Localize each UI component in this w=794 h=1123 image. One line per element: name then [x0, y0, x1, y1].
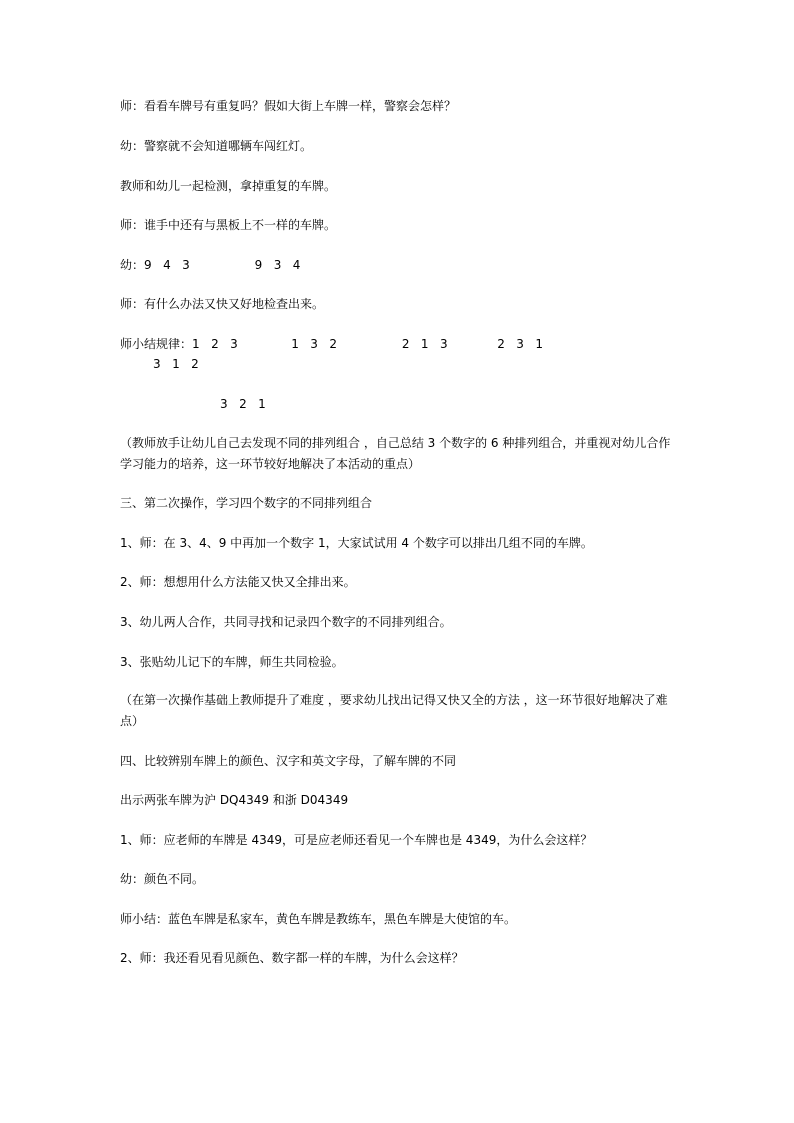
commentary-paragraph-2: （在第一次操作基础上教师提升了难度 ，要求幼儿找出记得又快又全的方法 ，这一环节很好地解决了难点）	[120, 693, 668, 728]
dialogue-line-3: 师：谁手中还有与黑板上不一样的车牌。	[120, 218, 337, 232]
dialogue-line-1: 师：看看车牌号有重复吗？假如大街上车牌一样，警察会怎样？	[120, 99, 457, 113]
dialogue-line-4: 幼：9 4 3 9 3 4	[120, 258, 301, 272]
narration-line-1: 教师和幼儿一起检测，拿掉重复的车牌。	[120, 179, 337, 193]
license-plates-line: 出示两张车牌为沪 DQ4349 和浙 D04349	[120, 793, 349, 807]
summary-rule-continued: 3 1 2	[153, 357, 199, 371]
question-line-2: 2、师：我还看见看见颜色、数字都一样的车牌，为什么会这样？	[120, 951, 464, 965]
section-heading-3: 三、第二次操作，学习四个数字的不同排列组合	[120, 496, 373, 510]
answer-line-1: 幼：颜色不同。	[120, 872, 205, 886]
dialogue-line-5: 师：有什么办法又快又好地检查出来。	[120, 297, 325, 311]
dialogue-line-2: 幼：警察就不会知道哪辆车闯红灯。	[120, 139, 313, 153]
summary-rule-line: 师小结规律：1 2 3 1 3 2 2 1 3 2 3 1	[120, 337, 544, 351]
step-line-3: 3、幼儿两人合作，共同寻找和记录四个数字的不同排列组合。	[120, 615, 452, 629]
summary-line-2: 师小结：蓝色车牌是私家车，黄色车牌是教练车，黑色车牌是大使馆的车。	[120, 912, 517, 926]
step-line-2: 2、师：想想用什么方法能又快又全排出来。	[120, 575, 356, 589]
commentary-paragraph-1: （教师放手让幼儿自己去发现不同的排列组合 ，自己总结 3 个数字的 6 种排列组合，并重视对幼儿合作学习能力的培养，这一环节较好地解决了本活动的重点）	[120, 436, 671, 471]
step-line-4: 3、张贴幼儿记下的车牌，师生共同检验。	[120, 655, 344, 669]
question-line-1: 1、师：应老师的车牌是 4349，可是应老师还看见一个车牌也是 4349，为什么会这样？	[120, 833, 593, 847]
summary-rule-last: 3 2 1	[220, 397, 266, 411]
section-heading-4: 四、比较辨别车牌上的颜色、汉字和英文字母，了解车牌的不同	[120, 754, 457, 768]
step-line-1: 1、师：在 3、4、9 中再加一个数字 1，大家试试用 4 个数字可以排出几组不同的车牌。	[120, 536, 593, 550]
